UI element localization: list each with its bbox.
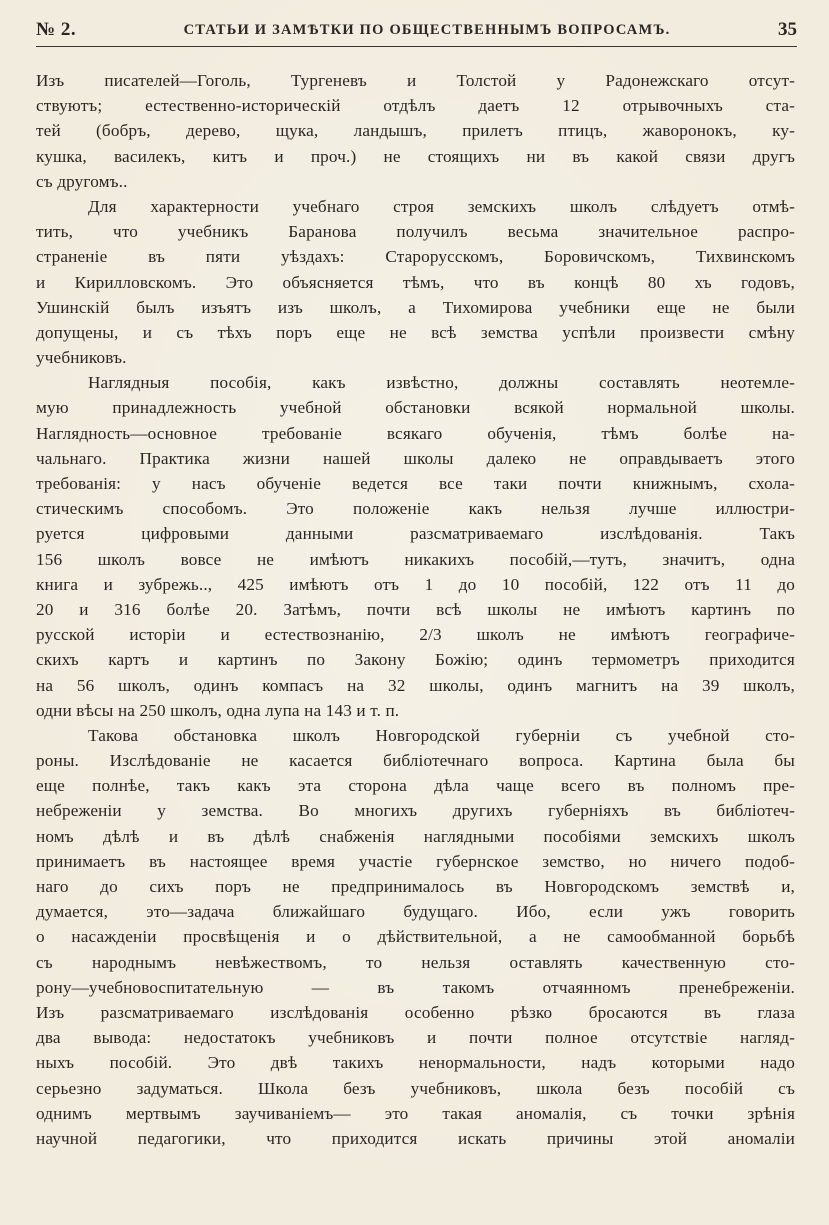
text-line: думается, это—задача ближайшаго будущаго. Ибо, если ужъ говорить [36,902,795,922]
text-line: стическимъ способомъ. Это положеніе какъ нельзя лучше иллюстри- [36,499,795,519]
issue-number: № 2. [36,19,77,40]
text-line: учебниковъ. [36,348,127,368]
text-line: Наглядныя пособія, какъ извѣстно, должны составлять неотемле- [88,373,795,393]
text-line: требованія: у насъ обученіе ведется все таки почти книжнымъ, схола- [36,474,795,493]
text-line: съ народнымъ невѣжествомъ, то нельзя оставлять качественную сто- [36,952,795,972]
text-line: научной педагогики, что приходится искать причины этой аномаліи [36,1128,795,1148]
text-line: тить, что учебникъ Баранова получилъ весьма значительное распро- [36,222,795,242]
text-line: наго до сихъ поръ не предпринималось въ Новгородскомъ земствѣ и, [36,877,795,896]
text-line: русской исторіи и естествознанію, 2/3 школъ не имѣютъ географиче- [36,625,795,645]
text-line: два вывода: недостатокъ учебниковъ и почти полное отсутствіе нагляд- [36,1028,795,1048]
text-line: принимаетъ въ настоящее время участіе губернское земство, но ничего подоб- [36,851,795,871]
text-line: Изъ разсматриваемаго изслѣдованія особенно рѣзко бросаются въ глаза [36,1002,795,1022]
text-line: и Кирилловскомъ. Это объясняется тѣмъ, что въ концѣ 80 хъ годовъ, [36,272,795,292]
text-line: скихъ картъ и картинъ по Закону Божію; одинъ термометръ приходится [36,650,795,670]
text-line: номъ дѣлѣ и въ дѣлѣ снабженія наглядными пособіями земскихъ школъ [36,826,795,846]
text-line: 156 школъ вовсе не имѣютъ никакихъ пособій,—тутъ, значитъ, одна [36,549,795,569]
text-line: роны. Изслѣдованіе не касается библіотечнаго вопроса. Картина была бы [36,751,795,771]
text-line: Ушинскій былъ изъятъ изъ школъ, а Тихомирова учебники еще не были [36,297,795,317]
text-line: чальнаго. Практика жизни нашей школы далеко не оправдываетъ этого [36,448,795,468]
text-line: на 56 школъ, одинъ компасъ на 32 школы, одинъ магнитъ на 39 школъ, [36,675,795,695]
text-line: Наглядность—основное требованіе всякаго обученія, тѣмъ болѣе на- [36,423,795,443]
text-line: кушка, василекъ, китъ и проч.) не стоящихъ ни въ какой связи другъ [36,146,795,166]
section-title: СТАТЬИ И ЗАМѢТКИ ПО ОБЩЕСТВЕННЫМЪ ВОПРОСАМЪ. [183,21,671,38]
running-header [36,14,797,47]
text-line: небреженіи у земства. Во многихъ другихъ губерніяхъ въ библіотеч- [36,801,795,821]
text-line: мую принадлежность учебной обстановки всякой нормальной школы. [36,398,795,418]
text-line: книга и зубрежь.., 425 имѣютъ отъ 1 до 10 пособій, 122 отъ 11 до [36,574,795,594]
text-line: серьезно задуматься. Школа безъ учебниковъ, школа безъ пособій съ [36,1078,795,1098]
text-line: 20 и 316 болѣе 20. Затѣмъ, почти всѣ школы не имѣютъ картинъ по [36,599,795,619]
text-line: ныхъ пособій. Это двѣ такихъ ненормальности, надъ которыми надо [36,1053,795,1073]
text-line: допущены, и съ тѣхъ поръ еще не всѣ земства успѣли произвести смѣну [36,322,795,342]
text-line: одни вѣсы на 250 школъ, одна лупа на 143 и т. п. [36,700,400,720]
text-line: о насажденіи просвѣщенія и о дѣйствительной, а не самообманной борьбѣ [36,927,795,947]
text-line: руется цифровыми данными разсматриваемаго изслѣдованія. Такъ [36,524,795,544]
text-line: тей (бобръ, дерево, щука, ландышъ, прилетъ птицъ, жаворонокъ, ку- [36,121,795,141]
text-line: страненіе въ пяти уѣздахъ: Старорусскомъ, Боровичскомъ, Тихвинскомъ [36,247,795,267]
text-line: однимъ мертвымъ заучиваніемъ— это такая аномалія, съ точки зрѣнія [36,1103,795,1123]
text-line: рону—учебновоспитательную — въ такомъ отчаянномъ пренебреженіи. [36,977,795,997]
text-line: ствуютъ; естественно-историческій отдѣлъ даетъ 12 отрывочныхъ ста- [36,96,795,116]
article-body [36,68,795,1151]
text-line: Такова обстановка школъ Новгородской губерніи съ учебной сто- [88,725,795,745]
page-number: 35 [778,19,797,40]
text-line: Изъ писателей—Гоголь, Тургеневъ и Толстой у Радонежскаго отсут- [36,71,795,90]
text-line: еще полнѣе, такъ какъ эта сторона дѣла чаще всего въ полномъ пре- [36,776,795,796]
text-line: съ другомъ.. [36,171,128,191]
text-line: Для характерности учебнаго строя земскихъ школъ слѣдуетъ отмѣ- [88,196,795,216]
